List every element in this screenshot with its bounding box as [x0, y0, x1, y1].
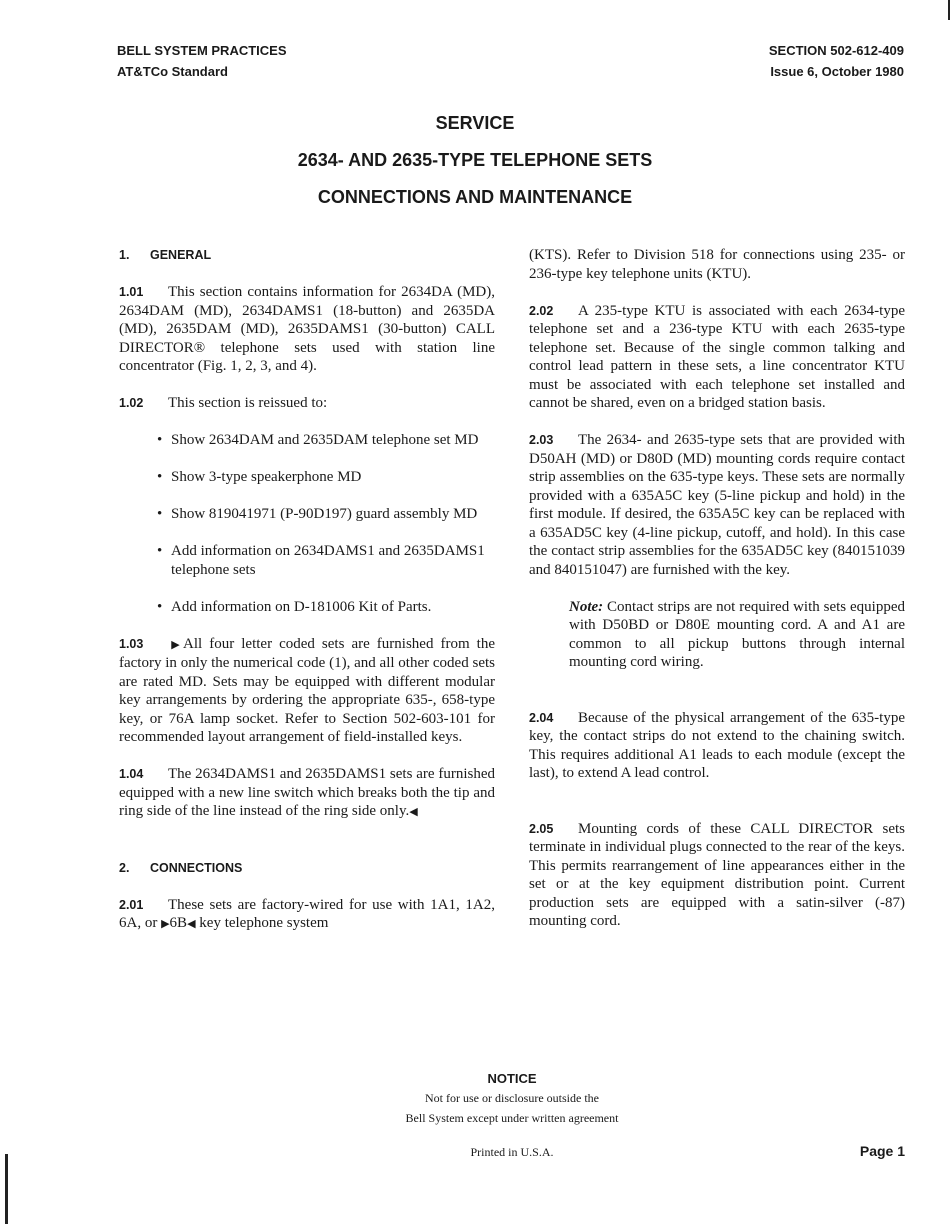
- paragraph-number: 1.03: [119, 636, 144, 651]
- notice-title: NOTICE: [487, 1071, 537, 1086]
- paragraph-number: 1.02: [119, 396, 144, 410]
- change-marker-close: ◀: [187, 917, 196, 930]
- paragraph-text: The 2634- and 2635-type sets that are provided with D50AH (MD) or D80D (MD) mounting cords require contact strip assemblies on the 635-type keys. These sets are normally provided with a 635A5C key (5-line pickup and hold) in the first module. If desired, the 635A5C key can be replaced with a 635AD5C key (4-line pickup, cutoff, and hold). In this case the contact strip assemblies for the 635AD5C key (840151039 and 840151047) are furnished with the key.: [529, 432, 905, 578]
- title-line-3: CONNECTIONS AND MAINTENANCE: [317, 187, 633, 207]
- paragraph-number: 1.04: [119, 767, 144, 781]
- note-block: [569, 598, 905, 672]
- paragraph-2-05: [529, 820, 905, 931]
- paragraph-2-04: [529, 709, 905, 783]
- paragraph-text: These sets are factory-wired for use with 1A1, 1A2, 6A, or: [119, 896, 495, 931]
- bullet-text: Add information on 2634DAMS1 and 2635DAMS1 telephone sets: [171, 543, 485, 578]
- heading-text: GENERAL: [150, 248, 212, 262]
- paragraph-number: 2.04: [529, 710, 554, 725]
- paragraph-2-02: [529, 302, 905, 413]
- bullet-item: [157, 468, 495, 487]
- paragraph-number: 2.01: [119, 897, 144, 912]
- paragraph-text: Because of the physical arrangement of the 635-type key, the contact strips do not extend to the chaining switch. This requires additional A1 leads to each module (except the last), to extend A lead control.: [529, 709, 905, 781]
- bullet-text: Show 3-type speakerphone MD: [171, 469, 362, 485]
- paragraph-number: 2.02: [529, 303, 554, 318]
- bullet-dot: •: [157, 432, 163, 448]
- paragraph-text: This section contains information for 2634DA (MD), 2634DAM (MD), 2634DAMS1 (18-button) and 2635DA (MD), 2635DAM (MD), 2635DAMS1 (30-button) CALL DIRECTOR® telephone sets used with station line concentrator (Fig. 1, 2, 3, and 4).: [119, 284, 495, 374]
- paragraph-2-03: [529, 431, 905, 579]
- paragraph-1-01: [119, 283, 495, 376]
- paragraph-1-04: [119, 765, 495, 822]
- note-text: Contact strips are not required with sets equipped with D50BD or D80E mounting cord. A and A1 are common to all pickup buttons through internal mounting cord wiring.: [569, 598, 906, 670]
- bullet-dot: •: [157, 469, 163, 485]
- bullet-text: Show 2634DAM and 2635DAM telephone set MD: [171, 432, 479, 448]
- paragraph-2-01-continued: (KTS). Refer to Division 518 for connections using 235- or 236-type key telephone units (KTU).: [529, 247, 905, 282]
- paragraph-number: 1.01: [119, 285, 144, 299]
- bullet-item: [157, 542, 495, 579]
- bullet-text: Show 819041971 (P-90D197) guard assembly MD: [171, 506, 478, 522]
- paragraph-1-02: [119, 394, 495, 413]
- change-marker-open: ▶: [168, 637, 184, 651]
- heading-number: 1.: [119, 248, 130, 262]
- bullet-item: [157, 505, 495, 524]
- bullet-dot: •: [157, 506, 163, 522]
- left-column: [119, 246, 495, 952]
- change-marker-close: ◀: [409, 805, 418, 818]
- document-title: [0, 109, 950, 220]
- header-right: [769, 40, 904, 82]
- scan-edge-mark: [5, 1154, 8, 1224]
- bullet-dot: •: [157, 598, 163, 615]
- paragraph-number: 2.03: [529, 433, 554, 447]
- notice-line-1: Not for use or disclosure outside the: [425, 1091, 599, 1105]
- header-left: [117, 40, 287, 82]
- right-column: [529, 246, 905, 949]
- bullet-item: [157, 598, 495, 617]
- section-number: SECTION 502-612-409: [768, 43, 904, 58]
- printed-in: Printed in U.S.A.: [470, 1145, 554, 1159]
- title-line-2: 2634- AND 2635-TYPE TELEPHONE SETS: [297, 150, 653, 170]
- practice-name: BELL SYSTEM PRACTICES: [117, 43, 287, 58]
- heading-text: CONNECTIONS: [150, 860, 243, 875]
- title-line-1: SERVICE: [435, 113, 515, 133]
- paragraph-text: Mounting cords of these CALL DIRECTOR sets terminate in individual plugs connected to the rear of the keys. This permits rearrangement of line appearances either in the set or at the key equipment distribution point. Current production sets are equipped with a satin-silver (-87) mounting cord.: [529, 820, 905, 929]
- paragraph-text: The 2634DAMS1 and 2635DAMS1 sets are furnished equipped with a new line switch which breaks both the tip and ring side of the line instead of the ring side only.: [119, 766, 495, 819]
- bullet-item: [157, 431, 495, 450]
- bullet-dot: •: [157, 543, 163, 559]
- heading-number: 2.: [119, 860, 130, 875]
- paragraph-text: 6B: [169, 915, 188, 931]
- notice-line-2: Bell System except under written agreement: [405, 1111, 619, 1125]
- change-marker-open: ▶: [161, 917, 170, 930]
- paragraph-text: All four letter coded sets are furnished from the factory in only the numerical code (1), and all other coded sets are rated MD. Sets may be equipped with different modular key arrangements by ordering the appropriate 635-, 658-type key, or 76A lamp socket. Refer to Section 502-603-101 for recommended layout arrangement of field-installed keys.: [119, 635, 496, 745]
- paragraph-1-03: [119, 635, 495, 747]
- section-heading-connections: [119, 859, 495, 878]
- section-heading-general: [119, 246, 495, 265]
- note-label: Note:: [569, 598, 604, 615]
- standard-name: AT&TCo Standard: [117, 64, 228, 79]
- issue-date: Issue 6, October 1980: [770, 64, 904, 79]
- bullet-text: Add information on D-181006 Kit of Parts.: [171, 598, 432, 615]
- paragraph-2-01: [119, 896, 495, 934]
- paragraph-text: A 235-type KTU is associated with each 2634-type telephone set and a 236-type KTU with each 2635-type telephone set. Because of the single common talking and control lead pattern in these sets, a line concentrator KTU must be associated with each telephone set installed and cannot be shared, even on a bridged station basis.: [529, 302, 905, 411]
- notice-block: [0, 1070, 950, 1128]
- paragraph-text: key telephone system: [195, 915, 329, 931]
- paragraph-number: 2.05: [529, 821, 554, 836]
- paragraph-text: This section is reissued to:: [168, 395, 328, 411]
- page-number: Page 1: [859, 1143, 905, 1159]
